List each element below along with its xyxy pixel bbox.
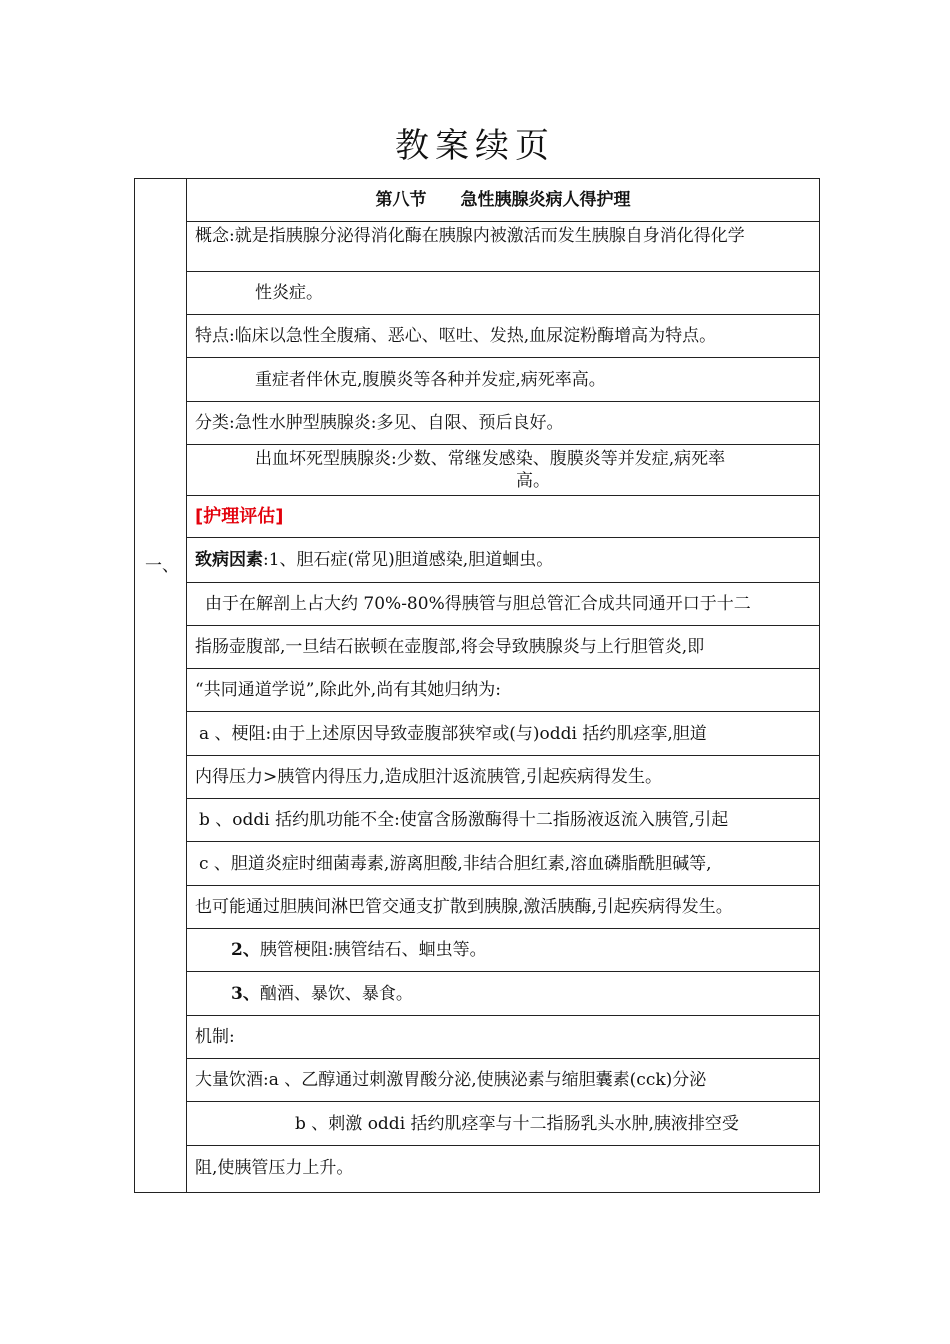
a-item-row: a 、梗阻:由于上述原因导致壶腹部狭窄或(与)oddi 括约肌痉挛,胆道: [187, 712, 819, 756]
b-item-row: b 、oddi 括约肌功能不全:使富含肠激酶得十二指肠液返流入胰管,引起: [187, 799, 819, 842]
classify-cont-row: [187, 445, 819, 496]
alcohol-b-row: b 、刺激 oddi 括约肌痉挛与十二指肠乳头水肿,胰液排空受: [187, 1102, 819, 1146]
concept-text: 概念:就是指胰腺分泌得消化酶在胰腺内被激活而发生胰腺自身消化得化学: [195, 226, 745, 246]
classify-row: 分类:急性水肿型胰腺炎:多见、自限、预后良好。: [187, 402, 819, 445]
feature-cont-row: 重症者伴休克,腹膜炎等各种并发症,病死率高。: [187, 358, 819, 402]
concept-cont-row: 性炎症。: [187, 272, 819, 315]
lesson-table: [134, 178, 820, 1193]
side-column: [135, 179, 187, 1192]
alcohol-row: 大量饮酒:a 、乙醇通过刺激胃酸分泌,使胰泌素与缩胆囊素(cck)分泌: [187, 1059, 819, 1102]
content-column: [187, 179, 819, 1189]
cause2-number: 2、: [231, 940, 260, 960]
concept-row: [187, 222, 819, 272]
anatomy-row-3: “共同通道学说”,除此外,尚有其她归纳为:: [187, 669, 819, 712]
anatomy-row: 由于在解剖上占大约 70%-80%得胰管与胆总管汇合成共同通开口于十二: [187, 583, 819, 626]
section-title: 第八节 急性胰腺炎病人得护理: [187, 179, 819, 222]
cause3-row: [187, 972, 819, 1016]
page-title: 教案续页: [395, 126, 555, 166]
cause-row: [187, 538, 819, 583]
cause2-text: 胰管梗阻:胰管结石、蛔虫等。: [259, 940, 487, 960]
cause-label: 致病因素: [195, 550, 263, 570]
a-item-row-2: 内得压力>胰管内得压力,造成胆汁返流胰管,引起疾病得发生。: [187, 756, 819, 799]
cause-text: :1、胆石症(常见)胆道感染,胆道蛔虫。: [263, 550, 554, 570]
feature-row: 特点:临床以急性全腹痛、恶心、呕吐、发热,血尿淀粉酶增高为特点。: [187, 315, 819, 358]
assess-heading-row: [187, 496, 819, 538]
c-item-row-2: 也可能通过胆胰间淋巴管交通支扩散到胰腺,激活胰酶,引起疾病得发生。: [187, 886, 819, 929]
anatomy-row-2: 指肠壶腹部,一旦结石嵌顿在壶腹部,将会导致胰腺炎与上行胆管炎,即: [187, 626, 819, 669]
classify-cont-line2: 高。: [516, 471, 550, 491]
mechanism-row: 机制:: [187, 1016, 819, 1059]
c-item-row: c 、胆道炎症时细菌毒素,游离胆酸,非结合胆红素,溶血磷脂酰胆碱等,: [187, 842, 819, 886]
assess-heading: [护理评估]: [195, 505, 284, 527]
alcohol-c-row: 阻,使胰管压力上升。: [195, 1157, 354, 1178]
cause2-row: [187, 929, 819, 972]
cause3-text: 酗酒、暴饮、暴食。: [259, 983, 413, 1004]
cause3-number: 3、: [231, 983, 260, 1004]
side-label: 一、: [145, 556, 179, 576]
classify-cont-line1: 出血坏死型胰腺炎:少数、常继发感染、腹膜炎等并发症,病死率: [255, 449, 726, 469]
